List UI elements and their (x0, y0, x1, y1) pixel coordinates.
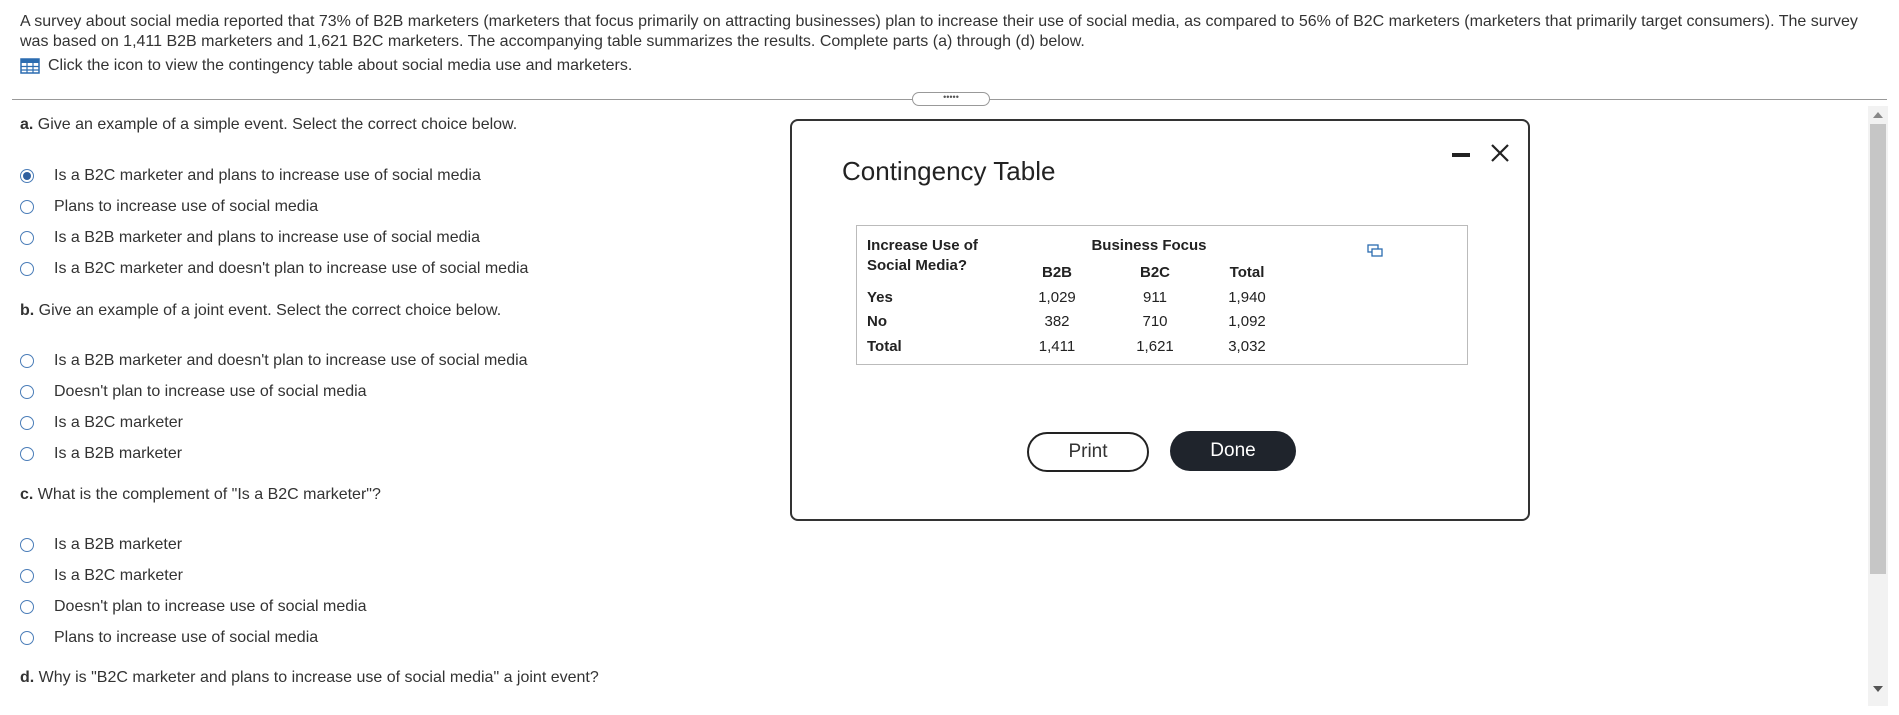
group-header: Business Focus (1091, 237, 1207, 254)
problem-statement: A survey about social media reported that 73% of B2B marketers (marketers that focus primarily on attracting businesses) plan to increase their use of social media, as compared to 56% of B2C marketers (marketers that primarily target consumers). The survey was based on 1,411 B2B marketers and 1,621 B2C marketers. The accompanying table summarizes the results. Complete parts (a) through (d) below. (20, 13, 1858, 50)
cell-total-b2b: 1,411 (1038, 338, 1076, 355)
option-label[interactable]: Is a B2C marketer and plans to increase use of social media (54, 167, 481, 184)
dialog-title: Contingency Table (842, 156, 1056, 186)
radio-button[interactable] (20, 354, 34, 368)
scroll-up-arrow-icon[interactable] (1873, 112, 1883, 118)
radio-button[interactable] (20, 447, 34, 461)
radio-button[interactable] (20, 600, 34, 614)
row-label-total: Total (867, 338, 902, 355)
radio-button[interactable] (20, 200, 34, 214)
option-label[interactable]: Plans to increase use of social media (54, 198, 319, 215)
option-a-3[interactable] (20, 229, 480, 247)
cell-yes-b2b: 1,029 (1038, 289, 1076, 306)
option-c-3[interactable] (20, 598, 367, 616)
radio-button[interactable] (20, 262, 34, 276)
print-button[interactable]: Print (1027, 432, 1149, 472)
close-icon[interactable] (1488, 141, 1512, 165)
radio-button[interactable] (20, 569, 34, 583)
vertical-scrollbar[interactable] (1868, 106, 1888, 706)
question-b-label: b. (20, 302, 35, 319)
cell-no-b2c: 710 (1142, 313, 1168, 330)
option-c-2[interactable] (20, 567, 183, 585)
cell-no-b2b: 382 (1044, 313, 1070, 330)
option-c-4[interactable] (20, 629, 318, 647)
table-link-text[interactable]: Click the icon to view the contingency table about social media use and marketers. (48, 57, 633, 74)
option-label[interactable]: Is a B2B marketer and plans to increase use of social media (54, 229, 480, 246)
question-a-label: a. (20, 116, 34, 133)
contingency-table (856, 225, 1468, 365)
row-label-no: No (867, 313, 887, 330)
cell-total-total: 3,032 (1228, 338, 1266, 355)
row-header-line1: Increase Use of (867, 237, 978, 254)
scroll-down-arrow-icon[interactable] (1873, 686, 1883, 692)
resize-handle[interactable]: ••••• (912, 92, 990, 106)
question-b-text: Give an example of a joint event. Select the correct choice below. (38, 302, 502, 319)
radio-button[interactable] (20, 231, 34, 245)
question-c (20, 486, 381, 504)
minimize-icon[interactable] (1452, 153, 1470, 157)
row-header-line2: Social Media? (867, 257, 968, 274)
radio-button[interactable] (20, 538, 34, 552)
option-label[interactable]: Is a B2C marketer (54, 414, 183, 431)
cell-no-total: 1,092 (1228, 313, 1266, 330)
option-c-1[interactable] (20, 536, 182, 554)
row-label-yes: Yes (867, 289, 893, 306)
option-a-4[interactable] (20, 260, 528, 278)
col-header-b2b: B2B (1041, 264, 1072, 281)
cell-yes-b2c: 911 (1143, 289, 1167, 306)
copy-icon[interactable] (1367, 243, 1383, 257)
radio-button[interactable] (20, 416, 34, 430)
option-a-2[interactable] (20, 198, 318, 216)
question-c-text: What is the complement of "Is a B2C marketer"? (37, 486, 381, 503)
col-header-total: Total (1229, 264, 1265, 281)
radio-button-selected[interactable] (20, 169, 34, 183)
cell-total-b2c: 1,621 (1136, 338, 1174, 355)
option-label[interactable]: Doesn't plan to increase use of social media (54, 598, 367, 615)
option-label[interactable]: Is a B2B marketer (54, 536, 183, 553)
option-b-4[interactable] (20, 445, 182, 463)
option-b-1[interactable] (20, 352, 528, 370)
question-d-text: Why is "B2C marketer and plans to increase use of social media" a joint event? (38, 669, 599, 686)
question-b (20, 302, 501, 320)
option-a-1[interactable] (20, 167, 481, 185)
question-d-label: d. (20, 669, 35, 686)
option-label[interactable]: Is a B2C marketer (54, 567, 183, 584)
option-label[interactable]: Doesn't plan to increase use of social media (54, 383, 367, 400)
questions-panel (20, 0, 780, 715)
scrollbar-thumb[interactable] (1870, 124, 1886, 574)
option-b-2[interactable] (20, 383, 367, 401)
radio-button[interactable] (20, 631, 34, 645)
col-header-b2c: B2C (1139, 264, 1170, 281)
cell-yes-total: 1,940 (1228, 289, 1266, 306)
option-label[interactable]: Plans to increase use of social media (54, 629, 319, 646)
question-d (20, 669, 599, 687)
done-button[interactable]: Done (1170, 431, 1296, 471)
question-a-text: Give an example of a simple event. Select the correct choice below. (37, 116, 518, 133)
contingency-table-dialog (790, 119, 1530, 521)
option-b-3[interactable] (20, 414, 183, 432)
option-label[interactable]: Is a B2C marketer and doesn't plan to increase use of social media (54, 260, 529, 277)
question-c-label: c. (20, 486, 34, 503)
option-label[interactable]: Is a B2B marketer (54, 445, 183, 462)
option-label[interactable]: Is a B2B marketer and doesn't plan to increase use of social media (54, 352, 528, 369)
question-a (20, 116, 517, 134)
radio-button[interactable] (20, 385, 34, 399)
